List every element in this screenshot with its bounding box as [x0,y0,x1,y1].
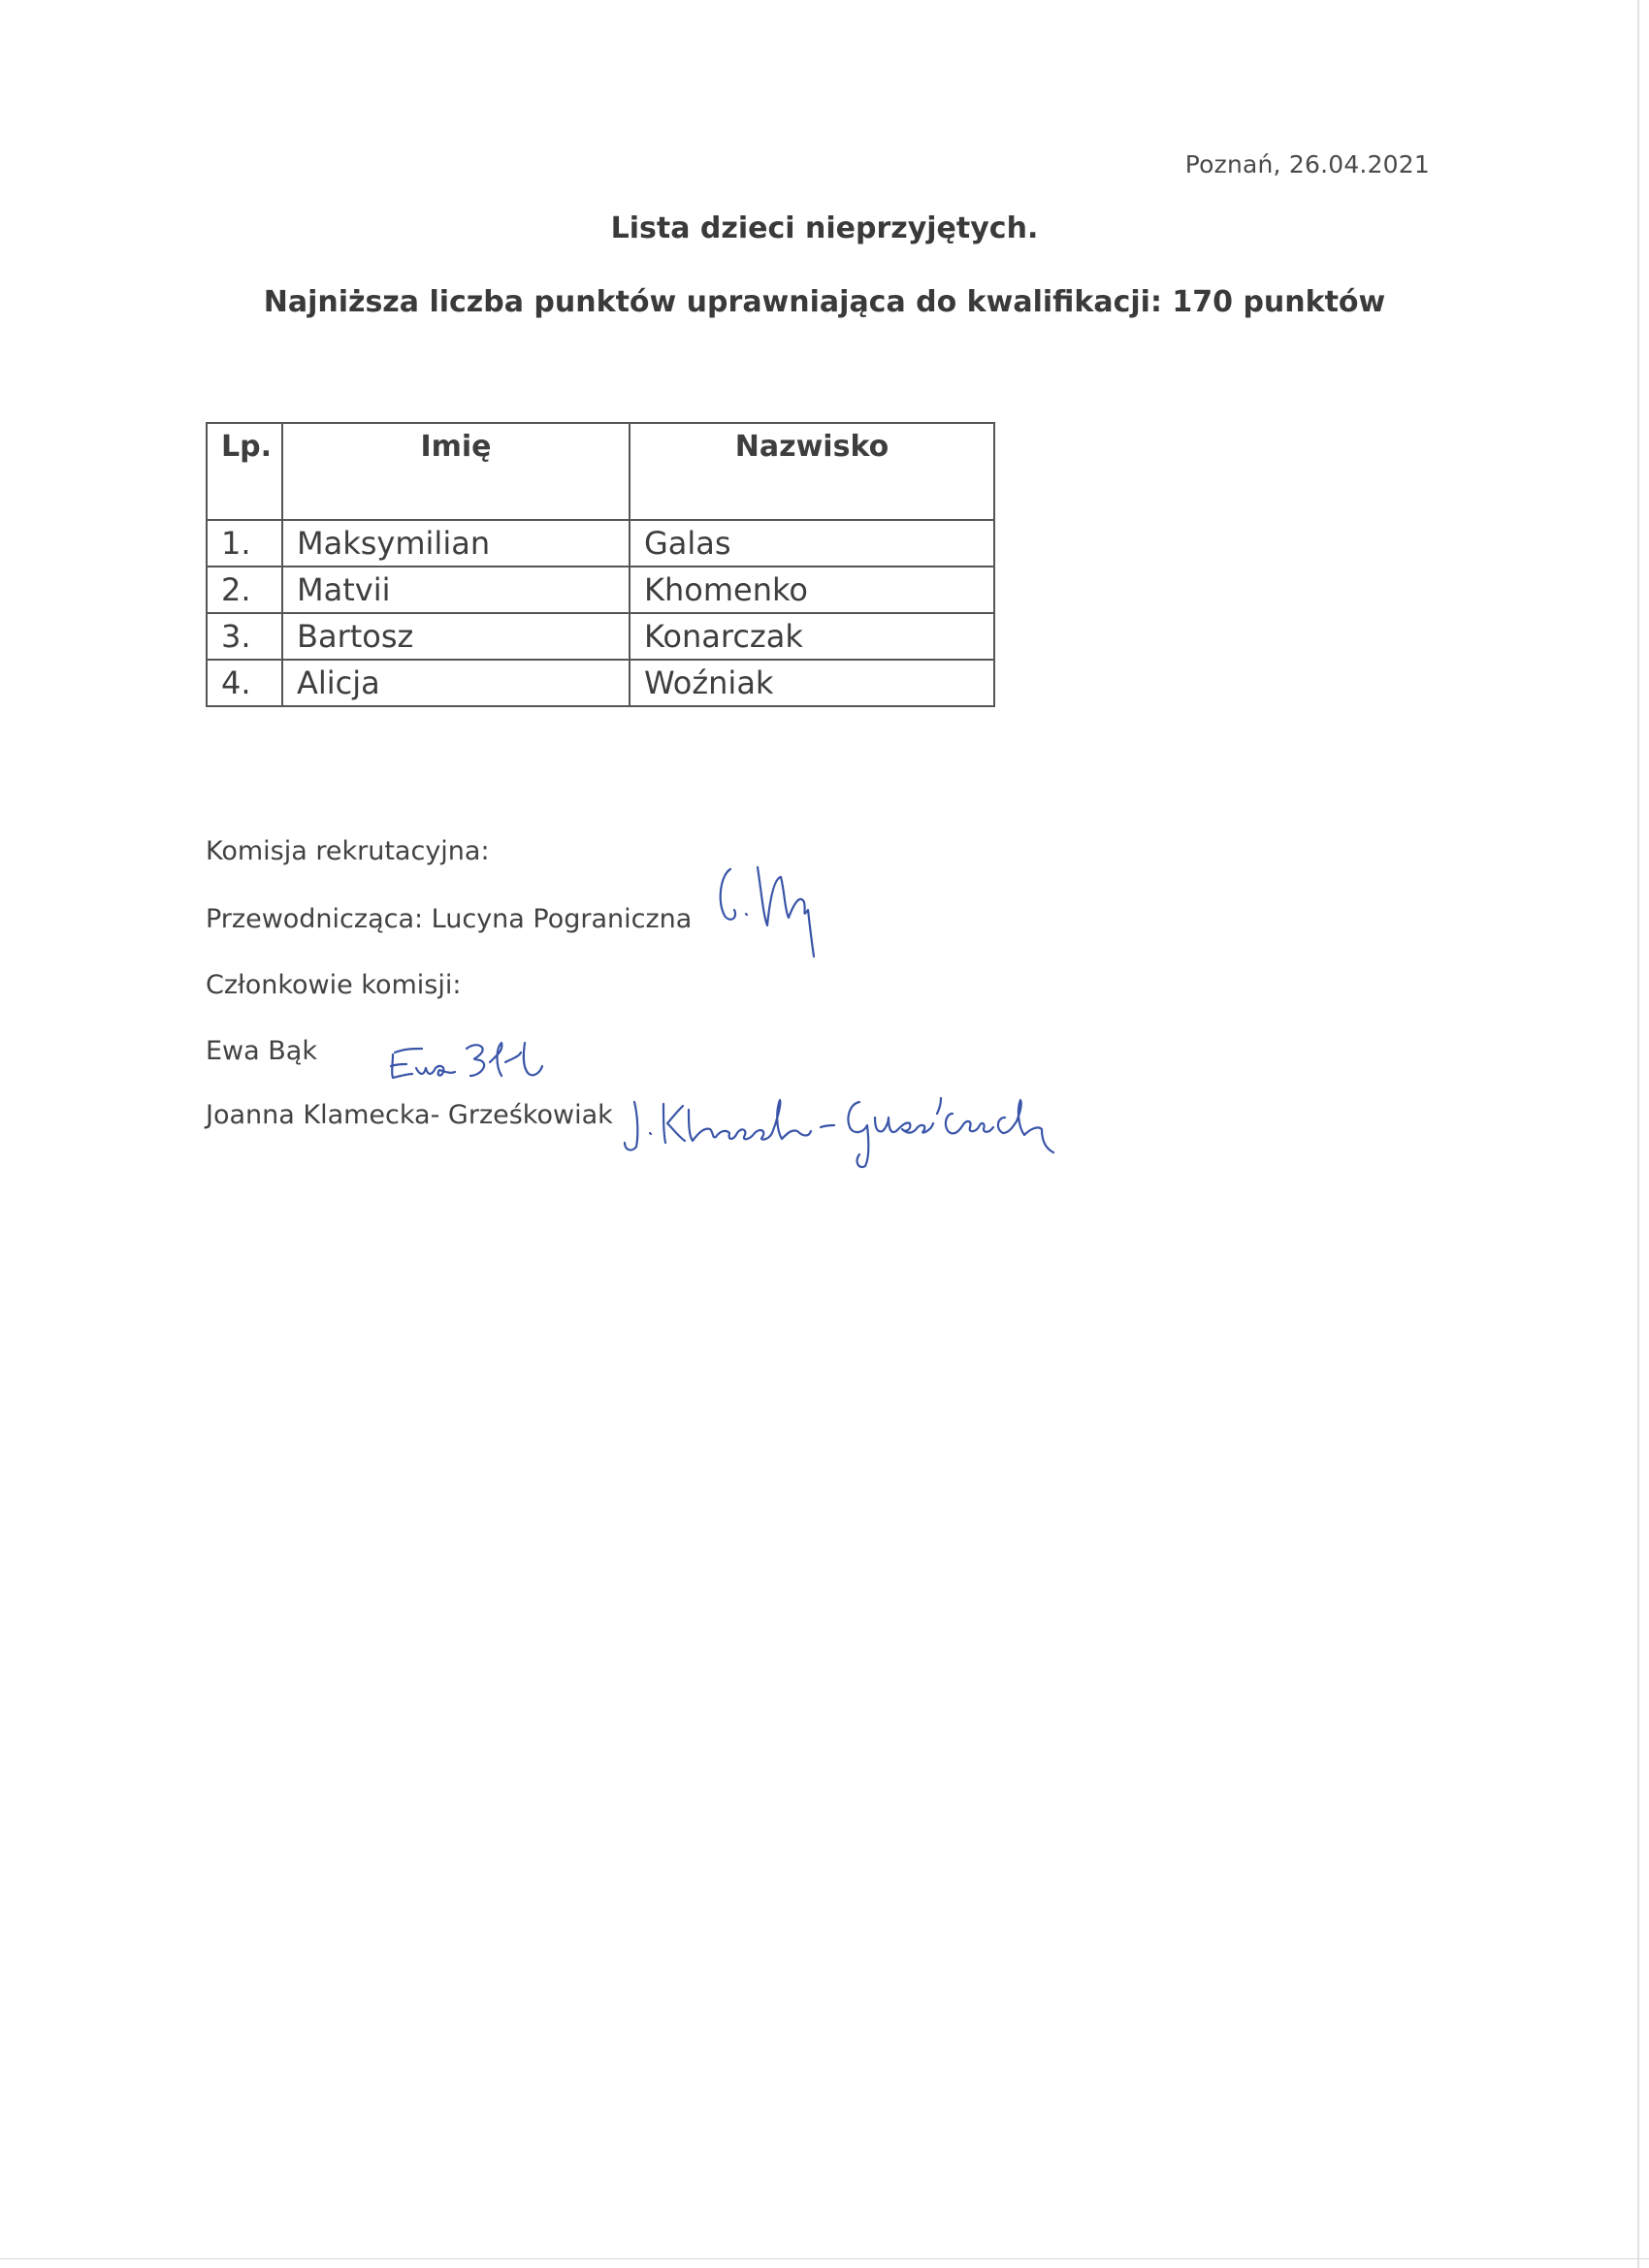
row-surname: Galas [630,520,994,567]
table-row [207,660,994,706]
table-row [207,567,994,613]
member-1-signature [383,1033,548,1091]
row-surname: Woźniak [630,660,994,706]
row-number: 2. [207,567,282,613]
header-lp: Lp. [207,423,282,520]
rejected-children-table [206,422,995,707]
header-first-name: Imię [282,423,630,520]
row-number: 3. [207,613,282,660]
document-date: Poznań, 26.04.2021 [1184,150,1430,178]
chair-signature [713,854,829,965]
committee-chair: Przewodnicząca: Lucyna Pograniczna [206,904,693,934]
row-first-name: Maksymilian [282,520,630,567]
committee-members-heading: Członkowie komisji: [206,970,462,1000]
scan-edge-right [1637,0,1639,2268]
row-number: 1. [207,520,282,567]
row-surname: Khomenko [630,567,994,613]
table-row [207,520,994,567]
member-2-signature [621,1085,1067,1174]
table-header-row [207,423,994,520]
committee-member-2: Joanna Klamecka- Grześkowiak [206,1100,613,1130]
row-first-name: Alicja [282,660,630,706]
row-surname: Konarczak [630,613,994,660]
document-title: Lista dzieci nieprzyjętych. [610,211,1039,245]
row-first-name: Matvii [282,567,630,613]
table-row [207,613,994,660]
document-subtitle: Najniższa liczba punktów uprawniająca do kwalifikacji: 170 punktów [263,285,1386,319]
header-surname: Nazwisko [630,423,994,520]
committee-member-1: Ewa Bąk [206,1036,317,1066]
row-number: 4. [207,660,282,706]
row-first-name: Bartosz [282,613,630,660]
committee-heading: Komisja rekrutacyjna: [206,836,490,866]
scan-edge-bottom [0,2258,1649,2259]
